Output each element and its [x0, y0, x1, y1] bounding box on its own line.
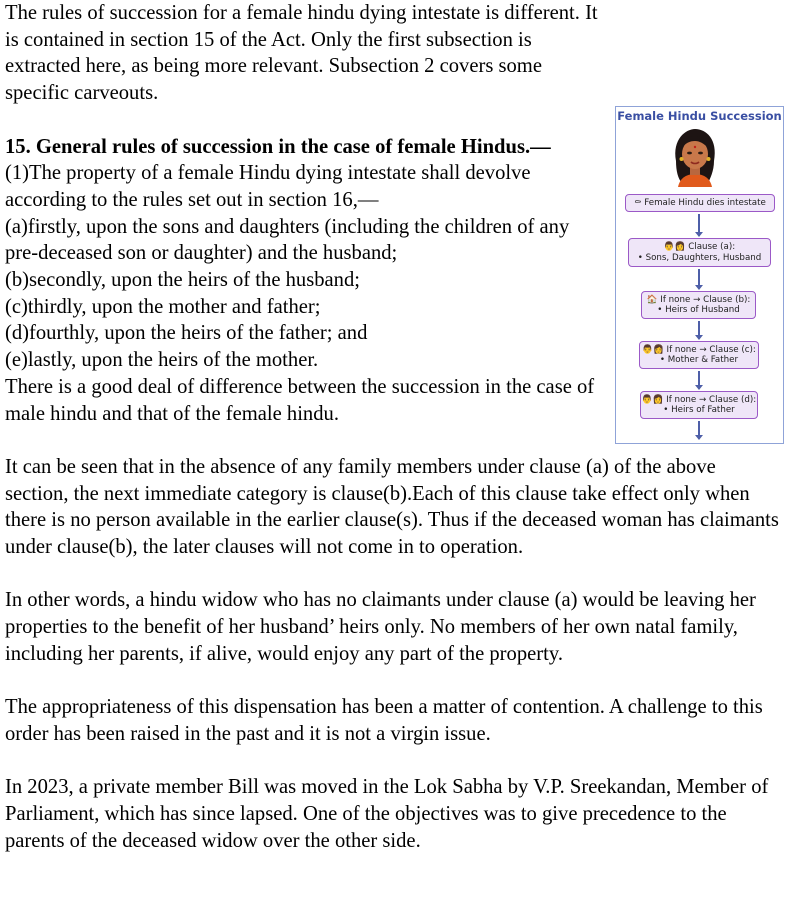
- flowchart-start-box: [625, 194, 775, 212]
- document-page: [5, 0, 784, 854]
- flowchart-arrow: [698, 421, 700, 439]
- flowchart-arrow: [698, 269, 700, 289]
- flowchart-step-d: [640, 391, 758, 419]
- step-d-title: 👨‍👩 If none → Clause (d):: [641, 394, 757, 405]
- step-a-detail: • Sons, Daughters, Husband: [637, 252, 762, 263]
- clause-intro: (1)The property of a female Hindu dying intestate shall devolve according to the rules set out in section 16,—: [5, 162, 531, 211]
- paragraph-widow: In other words, a hindu widow who has no claimants under clause (a) would be leaving her properties to the benefit of her husband’ heirs only. No members of her own natal family, including her parents, if alive, would enjoy any part of the property.: [5, 589, 756, 665]
- flowchart-arrow: [698, 214, 700, 236]
- succession-flowchart: [615, 106, 784, 444]
- step-a-title: 👨‍👩 Clause (a):: [663, 242, 736, 252]
- paragraph-absence: It can be seen that in the absence of any family members under clause (a) of the above section, the next immediate category is clause(b).Each of this clause take effect only when there is no person available in the earlier clause(s). Thus if the deceased woman has claimants under clause(b), the later clauses will not come in to operation.: [5, 455, 779, 559]
- flowchart-step-a: [628, 238, 771, 267]
- step-b-detail: • Heirs of Husband: [657, 305, 740, 315]
- flowchart-step-b: [641, 291, 756, 319]
- flowchart-arrow: [698, 371, 700, 389]
- clause-d: (d)fourthly, upon the heirs of the father; and: [5, 322, 368, 345]
- clause-c: (c)thirdly, upon the mother and father;: [5, 295, 321, 318]
- clause-e: (e)lastly, upon the heirs of the mother.: [5, 349, 319, 372]
- woman-portrait-icon: [668, 127, 722, 187]
- paragraph-bill: In 2023, a private member Bill was moved in the Lok Sabha by V.P. Sreekandan, Member of Parliament, which has since lapsed. One of the objectives was to give precedence to the parents of the deceased widow over the other side.: [5, 776, 769, 852]
- intro-paragraph: The rules of succession for a female hindu dying intestate is different. It is contained in section 15 of the Act. Only the first subsection is extracted here, as being more relevant. Subsection 2 covers some specific carveouts.: [5, 2, 598, 105]
- step-c-detail: • Mother & Father: [659, 355, 739, 365]
- flowchart-arrow: [698, 321, 700, 339]
- step-c-title: 👨‍👩 If none → Clause (c):: [642, 344, 756, 355]
- clause-b: (b)secondly, upon the heirs of the husband;: [5, 269, 360, 292]
- flowchart-step-c: [639, 341, 759, 369]
- difference-note: There is a good deal of difference between the succession in the case of male hindu and that of the female hindu.: [5, 375, 595, 425]
- flowchart-start-label: ⚰ Female Hindu dies intestate: [634, 197, 766, 208]
- step-b-title: 🏠 If none → Clause (b):: [646, 294, 751, 305]
- section-heading: 15. General rules of succession in the case of female Hindus.—: [5, 135, 551, 158]
- paragraph-contention: The appropriateness of this dispensation has been a matter of contention. A challenge to this order has been raised in the past and it is not a virgin issue.: [5, 696, 763, 745]
- step-d-detail: • Heirs of Father: [663, 405, 735, 415]
- clause-a: (a)firstly, upon the sons and daughters (including the children of any pre-deceased son or daughter) and the husband;: [5, 215, 570, 265]
- flowchart-title: Female Hindu Succession: [617, 109, 782, 123]
